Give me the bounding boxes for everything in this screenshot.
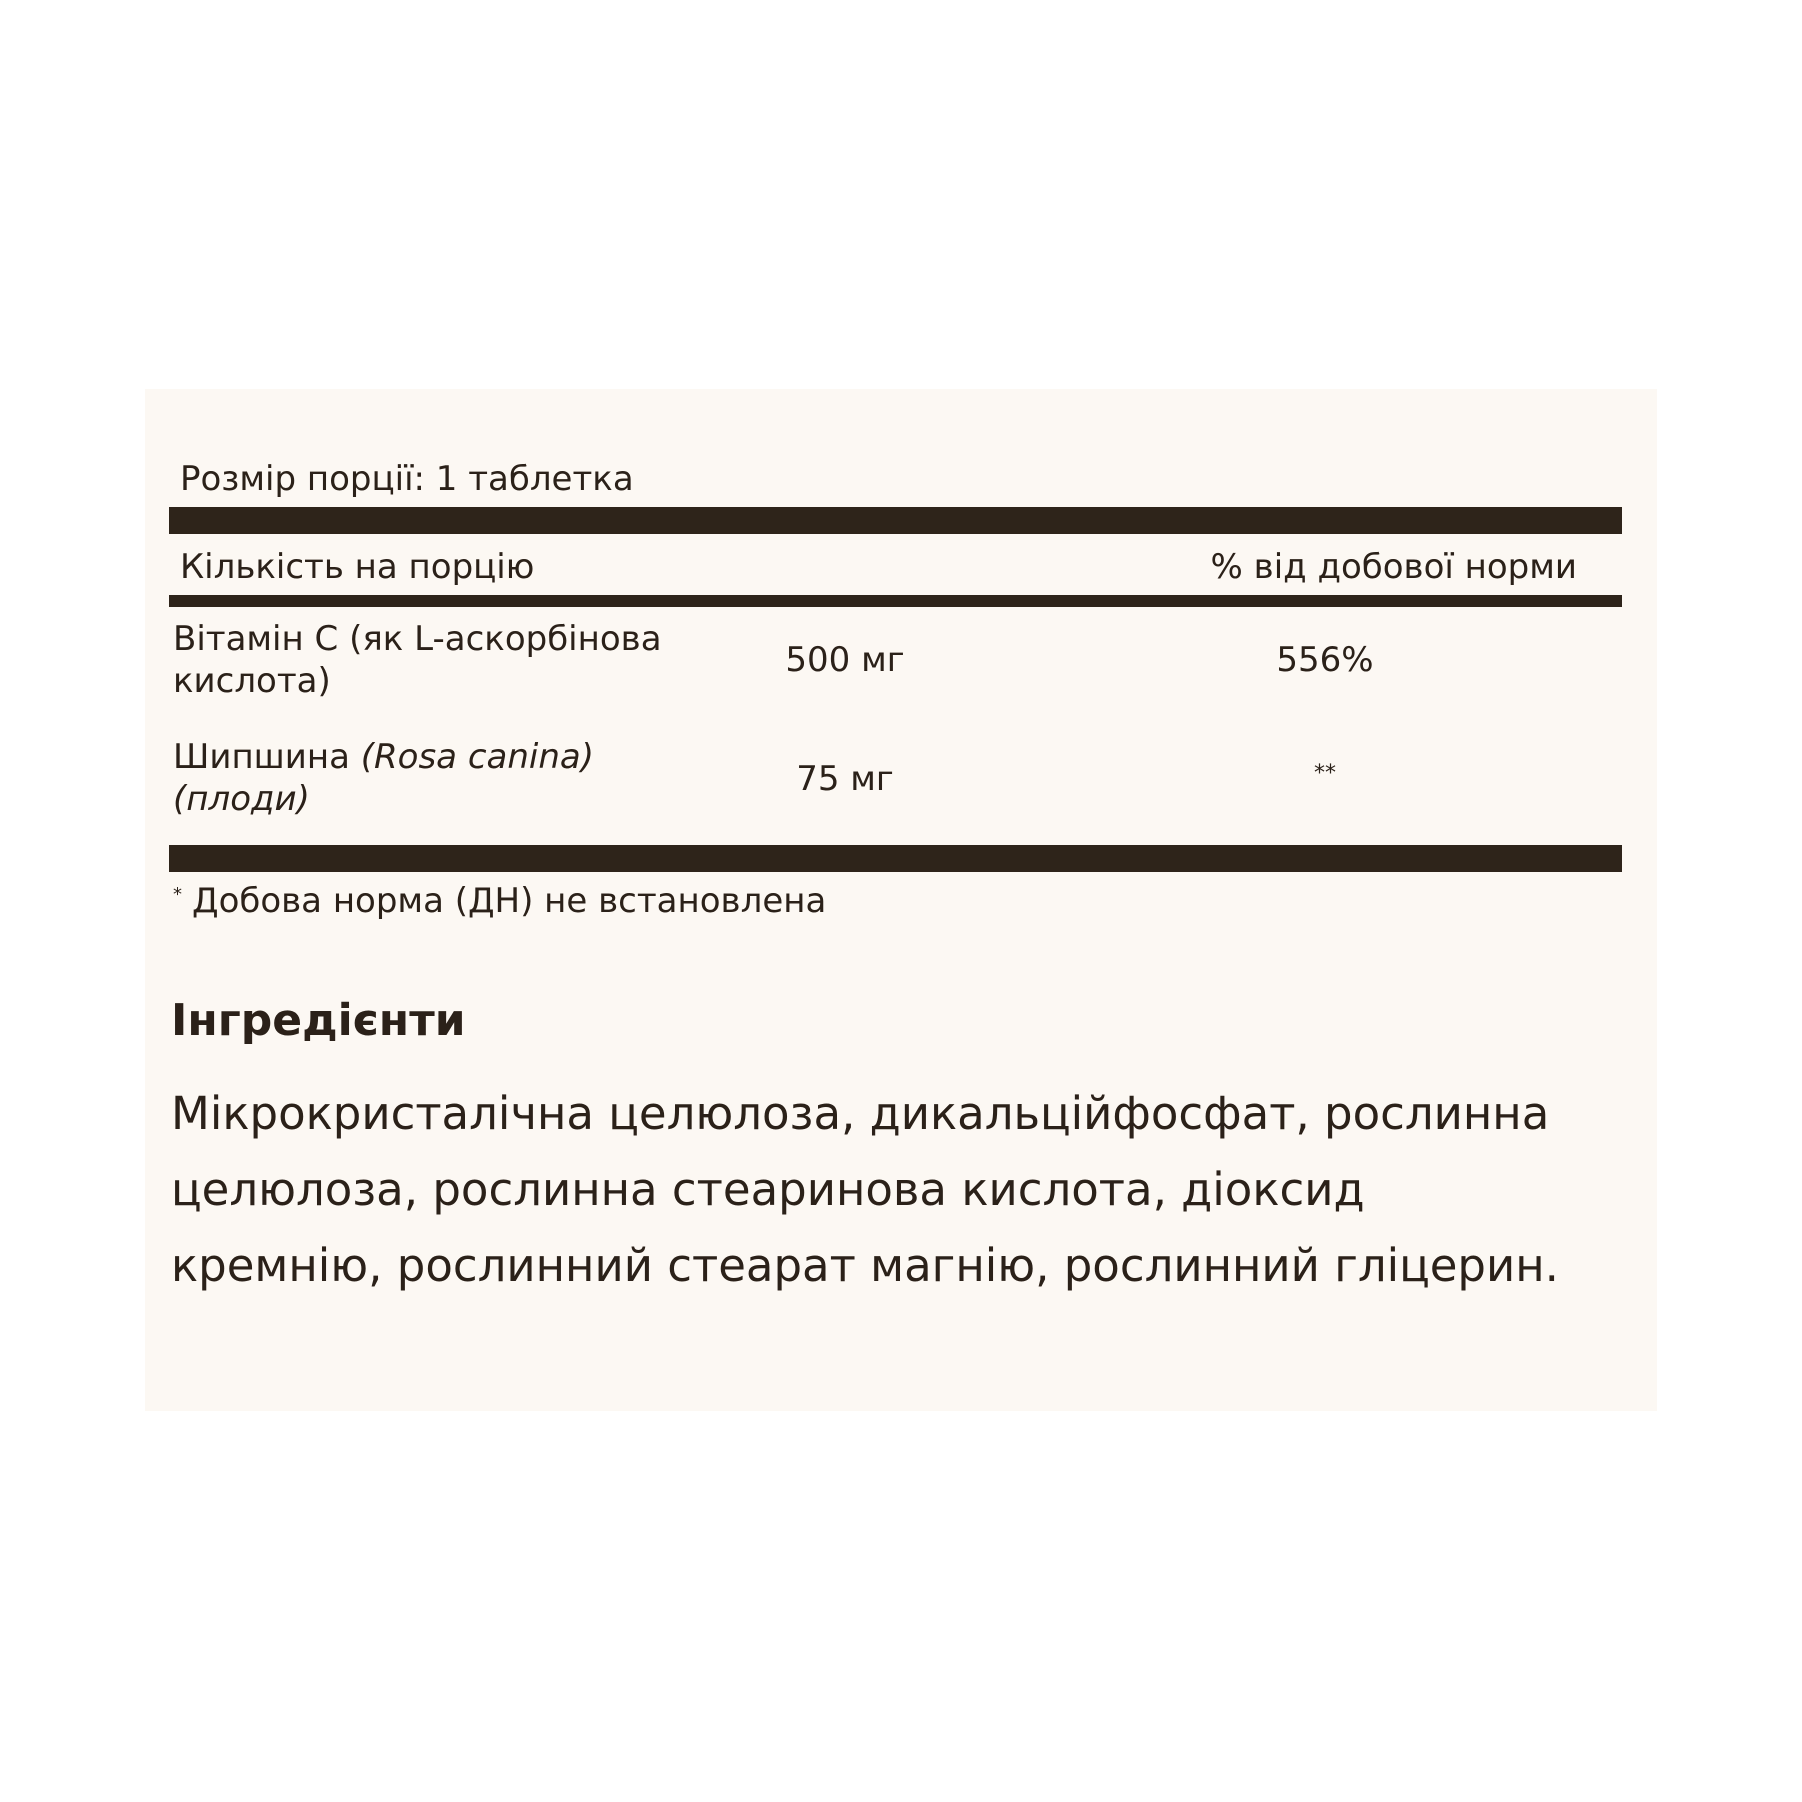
bottom-rule [169,845,1622,872]
nutrient-amount-rosehip: 75 мг [796,759,894,799]
nutrient-amount-vitamin-c: 500 мг [785,640,905,680]
rosehip-plant-part: (плоди) [173,779,310,819]
top-rule [169,507,1622,534]
rosehip-common-name: Шипшина [173,737,350,777]
nutrient-daily-value-rosehip: ** [1314,761,1336,786]
footnote-mark: * [173,884,182,905]
supplement-facts-panel [145,389,1657,1411]
nutrient-name-rosehip [173,736,693,820]
header-amount-per-serving: Кількість на порцію [180,547,535,587]
ingredients-text: Мікрокристалічна целюлоза, дикальційфосфат, рослинна целюлоза, рослинна стеаринова кислота, діоксид кремнію, рослинний стеарат магнію, рослинний гліцерин. [171,1087,1559,1292]
nutrient-daily-value-vitamin-c: 556% [1276,640,1374,680]
serving-size: Розмір порції: 1 таблетка [180,459,634,499]
footnote-text: Добова норма (ДН) не встановлена [192,881,827,921]
ingredients-title: Інгредієнти [171,995,466,1046]
rosehip-latin-name: (Rosa canina) [360,737,594,777]
header-rule [169,595,1622,607]
header-daily-value: % від добової норми [1210,547,1577,587]
nutrient-name-vitamin-c: Вітамін С (як L-аскорбінова кислота) [173,619,662,701]
footnote [173,880,826,922]
